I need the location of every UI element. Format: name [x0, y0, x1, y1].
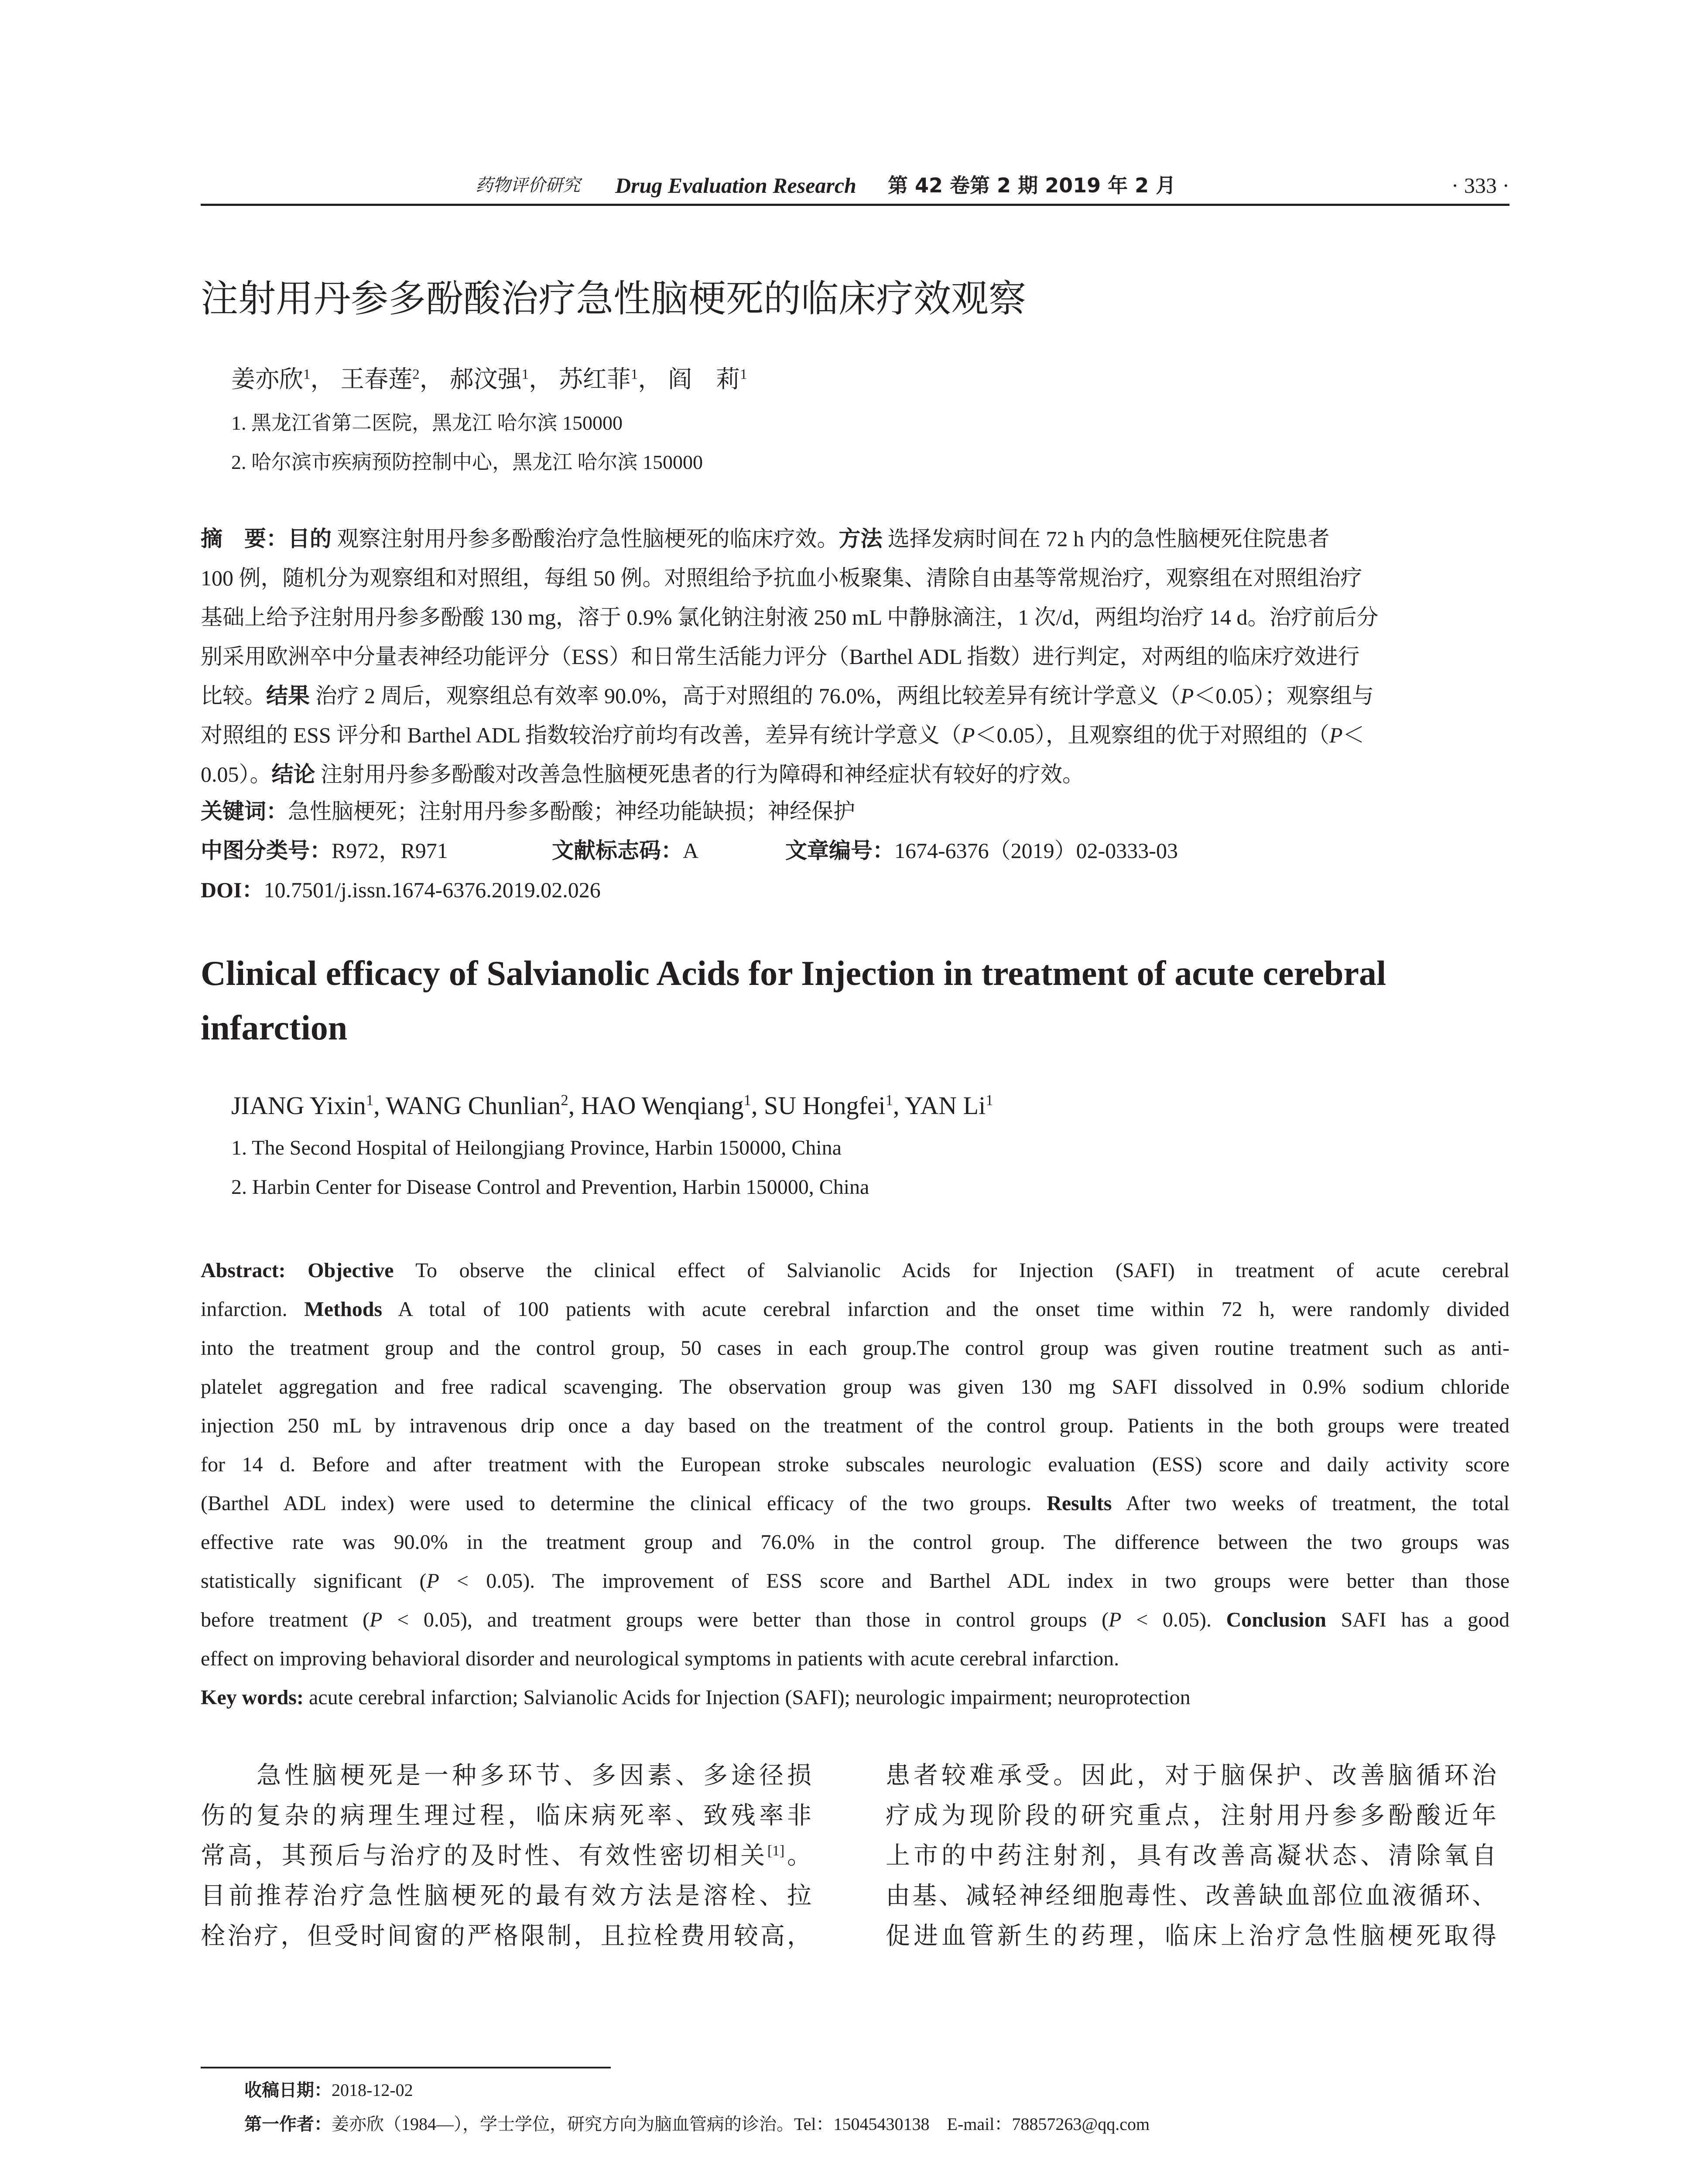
abstract-cn-line: 基础上给予注射用丹参多酚酸 130 mg，溶于 0.9% 氯化钠注射液 250 mL 中静脉滴注，1 次/d，两组均治疗 14 d。治疗前后分 — [201, 605, 1379, 629]
author-cn: 阎 莉 — [668, 366, 740, 393]
author-sup: 1 — [630, 366, 638, 383]
affiliation-cn-2: 2. 哈尔滨市疾病预防控制中心，黑龙江 哈尔滨 150000 — [231, 451, 703, 473]
body-line: 栓治疗，但受时间窗的严格限制，且拉栓费用较高， — [201, 1923, 811, 1950]
volume-issue: 第 42 卷第 2 期 2019 年 2 月 — [888, 174, 1176, 197]
abstract-cn-line: 对照组的 ESS 评分和 Barthel ADL 指数较治疗前均有改善，差异有统计学意义（P＜0.05），且观察组的优于对照组的（P＜ — [201, 723, 1365, 747]
title-en: Clinical efficacy of Salvianolic Acids for Injection in treatment of acute cerebral infarction — [201, 954, 1386, 1047]
affiliation-en-2: 2. Harbin Center for Disease Control and Prevention, Harbin 150000, China — [231, 1176, 869, 1199]
article-number: 1674-6376（2019）02-0333-03 — [894, 838, 1178, 863]
author-cn: 王春莲 — [340, 366, 413, 393]
journal-logo: 药物评价研究 — [476, 175, 580, 195]
keywords-cn: 关键词：急性脑梗死；注射用丹参多酚酸；神经功能缺损；神经保护 — [201, 799, 855, 824]
abstract-cn-line: 摘 要：目的 观察注射用丹参多酚酸治疗急性脑梗死的临床疗效。方法 选择发病时间在 72 h 内的急性脑梗死住院患者 — [201, 526, 1330, 551]
doi-value: 10.7501/j.issn.1674-6376.2019.02.026 — [264, 878, 601, 902]
abstract-cn-label: 摘 要： — [201, 526, 288, 551]
author-sup: 2 — [412, 366, 420, 383]
body-line: 疗成为现阶段的研究重点，注射用丹参多酚酸近年 — [886, 1802, 1496, 1829]
abstract-cn — [201, 519, 1509, 907]
abstract-en-line: effective rate was 90.0% in the treatment group and 76.0% in the control group. The difference between the two groups was — [201, 1531, 1509, 1554]
abstract-cn-line: 100 例，随机分为观察组和对照组，每组 50 例。对照组给予抗血小板聚集、清除自由基等常规治疗，观察组在对照组治疗 — [201, 566, 1362, 590]
abstract-en-line: Abstract: Objective To observe the clinical effect of Salvianolic Acids for Injection (SAFI) in treatment of acute cerebral — [201, 1259, 1509, 1282]
journal-name: Drug Evaluation Research — [615, 173, 856, 198]
title-cn: 注射用丹参多酚酸治疗急性脑梗死的临床疗效观察 — [201, 277, 1026, 321]
abstract-cn-line: 别采用欧洲卒中分量表神经功能评分（ESS）和日常生活能力评分（Barthel ADL 指数）进行判定，对两组的临床疗效进行 — [201, 644, 1360, 669]
footnote-received: 收稿日期：2018-12-02 — [244, 2080, 413, 2100]
body-line: 由基、减轻神经细胞毒性、改善缺血部位血液循环、 — [886, 1883, 1496, 1910]
abstract-en-line: infarction. Methods A total of 100 patients with acute cerebral infarction and the onset time within 72 h, were randomly divided — [201, 1298, 1509, 1321]
abstract-cn-line: 比较。结果 治疗 2 周后，观察组总有效率 90.0%，高于对照组的 76.0%，两组比较差异有统计学意义（P＜0.05）；观察组与 — [201, 683, 1374, 708]
author-sup: 1 — [740, 366, 747, 383]
abstract-en-line: into the treatment group and the control group, 50 cases in each group.The control group was given routine treatment such as anti- — [201, 1337, 1509, 1360]
author-sup: 1 — [303, 366, 311, 383]
abstract-en-line: effect on improving behavioral disorder and neurological symptoms in patients with acute cerebral infarction. — [201, 1647, 1119, 1670]
body-line: 目前推荐治疗急性脑梗死的最有效方法是溶栓、拉 — [201, 1883, 811, 1910]
body-line: 促进血管新生的药理，临床上治疗急性脑梗死取得 — [886, 1923, 1496, 1950]
author-sup: 1 — [521, 366, 529, 383]
clc-number: R972，R971 — [332, 838, 448, 863]
abstract-cn-line: 0.05）。结论 注射用丹参多酚酸对改善急性脑梗死患者的行为障碍和神经症状有较好的疗效。 — [201, 762, 1084, 787]
doi: DOI：10.7501/j.issn.1674-6376.2019.02.026 — [201, 878, 601, 902]
footnote-author: 第一作者：姜亦欣（1984—），学士学位，研究方向为脑血管病的诊治。Tel：15045430138 E-mail：78857263@qq.com — [244, 2114, 1150, 2134]
running-header — [201, 170, 1509, 201]
author-cn: 姜亦欣 — [231, 366, 304, 393]
abstract-en-line: platelet aggregation and free radical scavenging. The observation group was given 130 mg SAFI dissolved in 0.9% sodium chloride — [201, 1375, 1509, 1398]
body-line: 伤的复杂的病理生理过程，临床病死率、致残率非 — [201, 1802, 811, 1829]
body-line: 上市的中药注射剂，具有改善高凝状态、清除氧自 — [886, 1843, 1496, 1870]
body-line: 急性脑梗死是一种多环节、多因素、多途径损 — [201, 1762, 811, 1789]
abstract-en-line: for 14 d. Before and after treatment with the European stroke subscales neurologic evaluation (ESS) score and daily activity score — [201, 1453, 1509, 1476]
citation[interactable]: [1] — [767, 1843, 785, 1859]
abstract-en-line: injection 250 mL by intravenous drip once a day based on the treatment of the control group. Patients in the both groups were treated — [201, 1414, 1509, 1437]
abstract-en-line: (Barthel ADL index) were used to determine the clinical efficacy of the two groups. Results After two weeks of treatment, the total — [201, 1492, 1509, 1515]
affiliation-en-1: 1. The Second Hospital of Heilongjiang Province, Harbin 150000, China — [231, 1136, 842, 1159]
abstract-en-line: before treatment (P < 0.05), and treatment groups were better than those in control groups (P < 0.05). Conclusion SAFI has a good — [201, 1608, 1509, 1631]
page-number: · 333 · — [1451, 173, 1509, 198]
abstract-en — [201, 1251, 1509, 1717]
affiliation-cn-1: 1. 黑龙江省第二医院，黑龙江 哈尔滨 150000 — [231, 412, 623, 434]
authors-cn: 姜亦欣$^1$， 王春莲$^2$， 郝汶强$^1$， 苏红菲$^1$， 阎 莉$^1$ — [231, 366, 747, 393]
header-rule — [201, 204, 1509, 206]
classification: 中图分类号：R972，R971 文献标志码：A 文章编号：1674-6376（2019）02-0333-03 — [201, 838, 1178, 863]
keywords-en: Key words: acute cerebral infarction; Salvianolic Acids for Injection (SAFI); neurologic impairment; neuroprotection — [201, 1686, 1191, 1709]
doc-code: A — [683, 838, 699, 863]
body-column-right — [886, 1756, 1496, 1956]
abstract-en-line: statistically significant (P < 0.05). The improvement of ESS score and Barthel ADL index in two groups were better than those — [201, 1569, 1509, 1593]
body-line: 患者较难承受。因此，对于脑保护、改善脑循环治 — [886, 1762, 1496, 1789]
author-cn: 苏红菲 — [558, 366, 631, 393]
author-cn: 郝汶强 — [449, 366, 522, 393]
body-column-left — [201, 1756, 811, 1956]
body-line: 常高，其预后与治疗的及时性、有效性密切相关[1]。 — [201, 1843, 812, 1870]
authors-en: JIANG Yixin$^1$, WANG Chunlian$^2$, HAO Wenqiang$^1$, SU Hongfei$^1$, YAN Li$^1$ — [231, 1091, 993, 1120]
footnote-rule — [201, 2067, 611, 2068]
